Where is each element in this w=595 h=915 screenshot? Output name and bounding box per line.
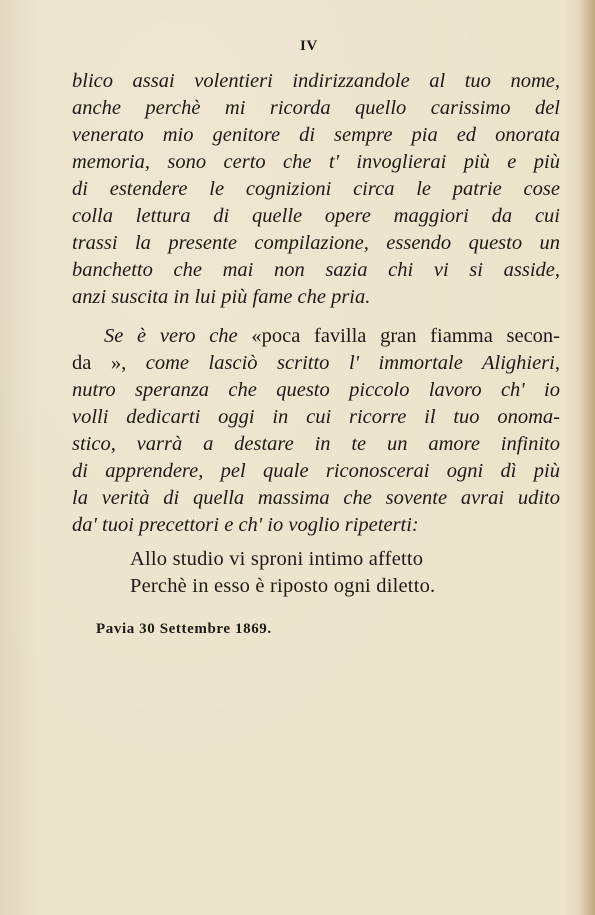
text-line: volli dedicarti oggi in cui ricorre il tuo onoma- [72, 406, 560, 428]
text-line: anche perchè mi ricorda quello carissimo del [72, 97, 560, 119]
quotation-run: da », [72, 352, 127, 374]
text-line-mixed [72, 323, 560, 350]
text-line: stico, varrà a destare in te un amore infinito [72, 433, 560, 455]
text-line: blico assai volentieri indirizzandole al tuo nome, [72, 70, 560, 92]
text-line-mixed [72, 350, 560, 377]
page-number: IV [300, 38, 318, 54]
text-line: trassi la presente compilazione, essendo questo un [72, 232, 560, 254]
text-line: venerato mio genitore di sempre pia ed onorata [72, 124, 560, 146]
verse-line: Allo studio vi sproni intimo affetto [130, 548, 424, 570]
text-line: di apprendere, pel quale riconoscerai ogni dì più [72, 460, 560, 482]
text-line: di estendere le cognizioni circa le patrie cose [72, 178, 560, 200]
text-line: anzi suscita in lui più fame che pria. [72, 286, 371, 308]
italic-run: Se è vero che [104, 325, 238, 347]
italic-run: come lasciò scritto l' immortale Alighieri, [145, 352, 560, 374]
text-line: la verità di quella massima che sovente avrai udito [72, 487, 560, 509]
text-line: nutro speranza che questo piccolo lavoro ch' io [72, 379, 560, 401]
place-date-signature: Pavia 30 Settembre 1869. [96, 621, 272, 637]
quotation-run: «poca favilla gran fiamma secon- [251, 325, 560, 347]
text-line: colla lettura di quelle opere maggiori da cui [72, 205, 560, 227]
verse-line: Perchè in esso è riposto ogni diletto. [130, 575, 436, 597]
text-line: da' tuoi precettori e ch' io voglio ripeterti: [72, 514, 419, 536]
text-line: banchetto che mai non sazia chi vi si asside, [72, 259, 560, 281]
page-edge-shading [579, 0, 595, 915]
text-line: memoria, sono certo che t' invoglierai più e più [72, 151, 560, 173]
